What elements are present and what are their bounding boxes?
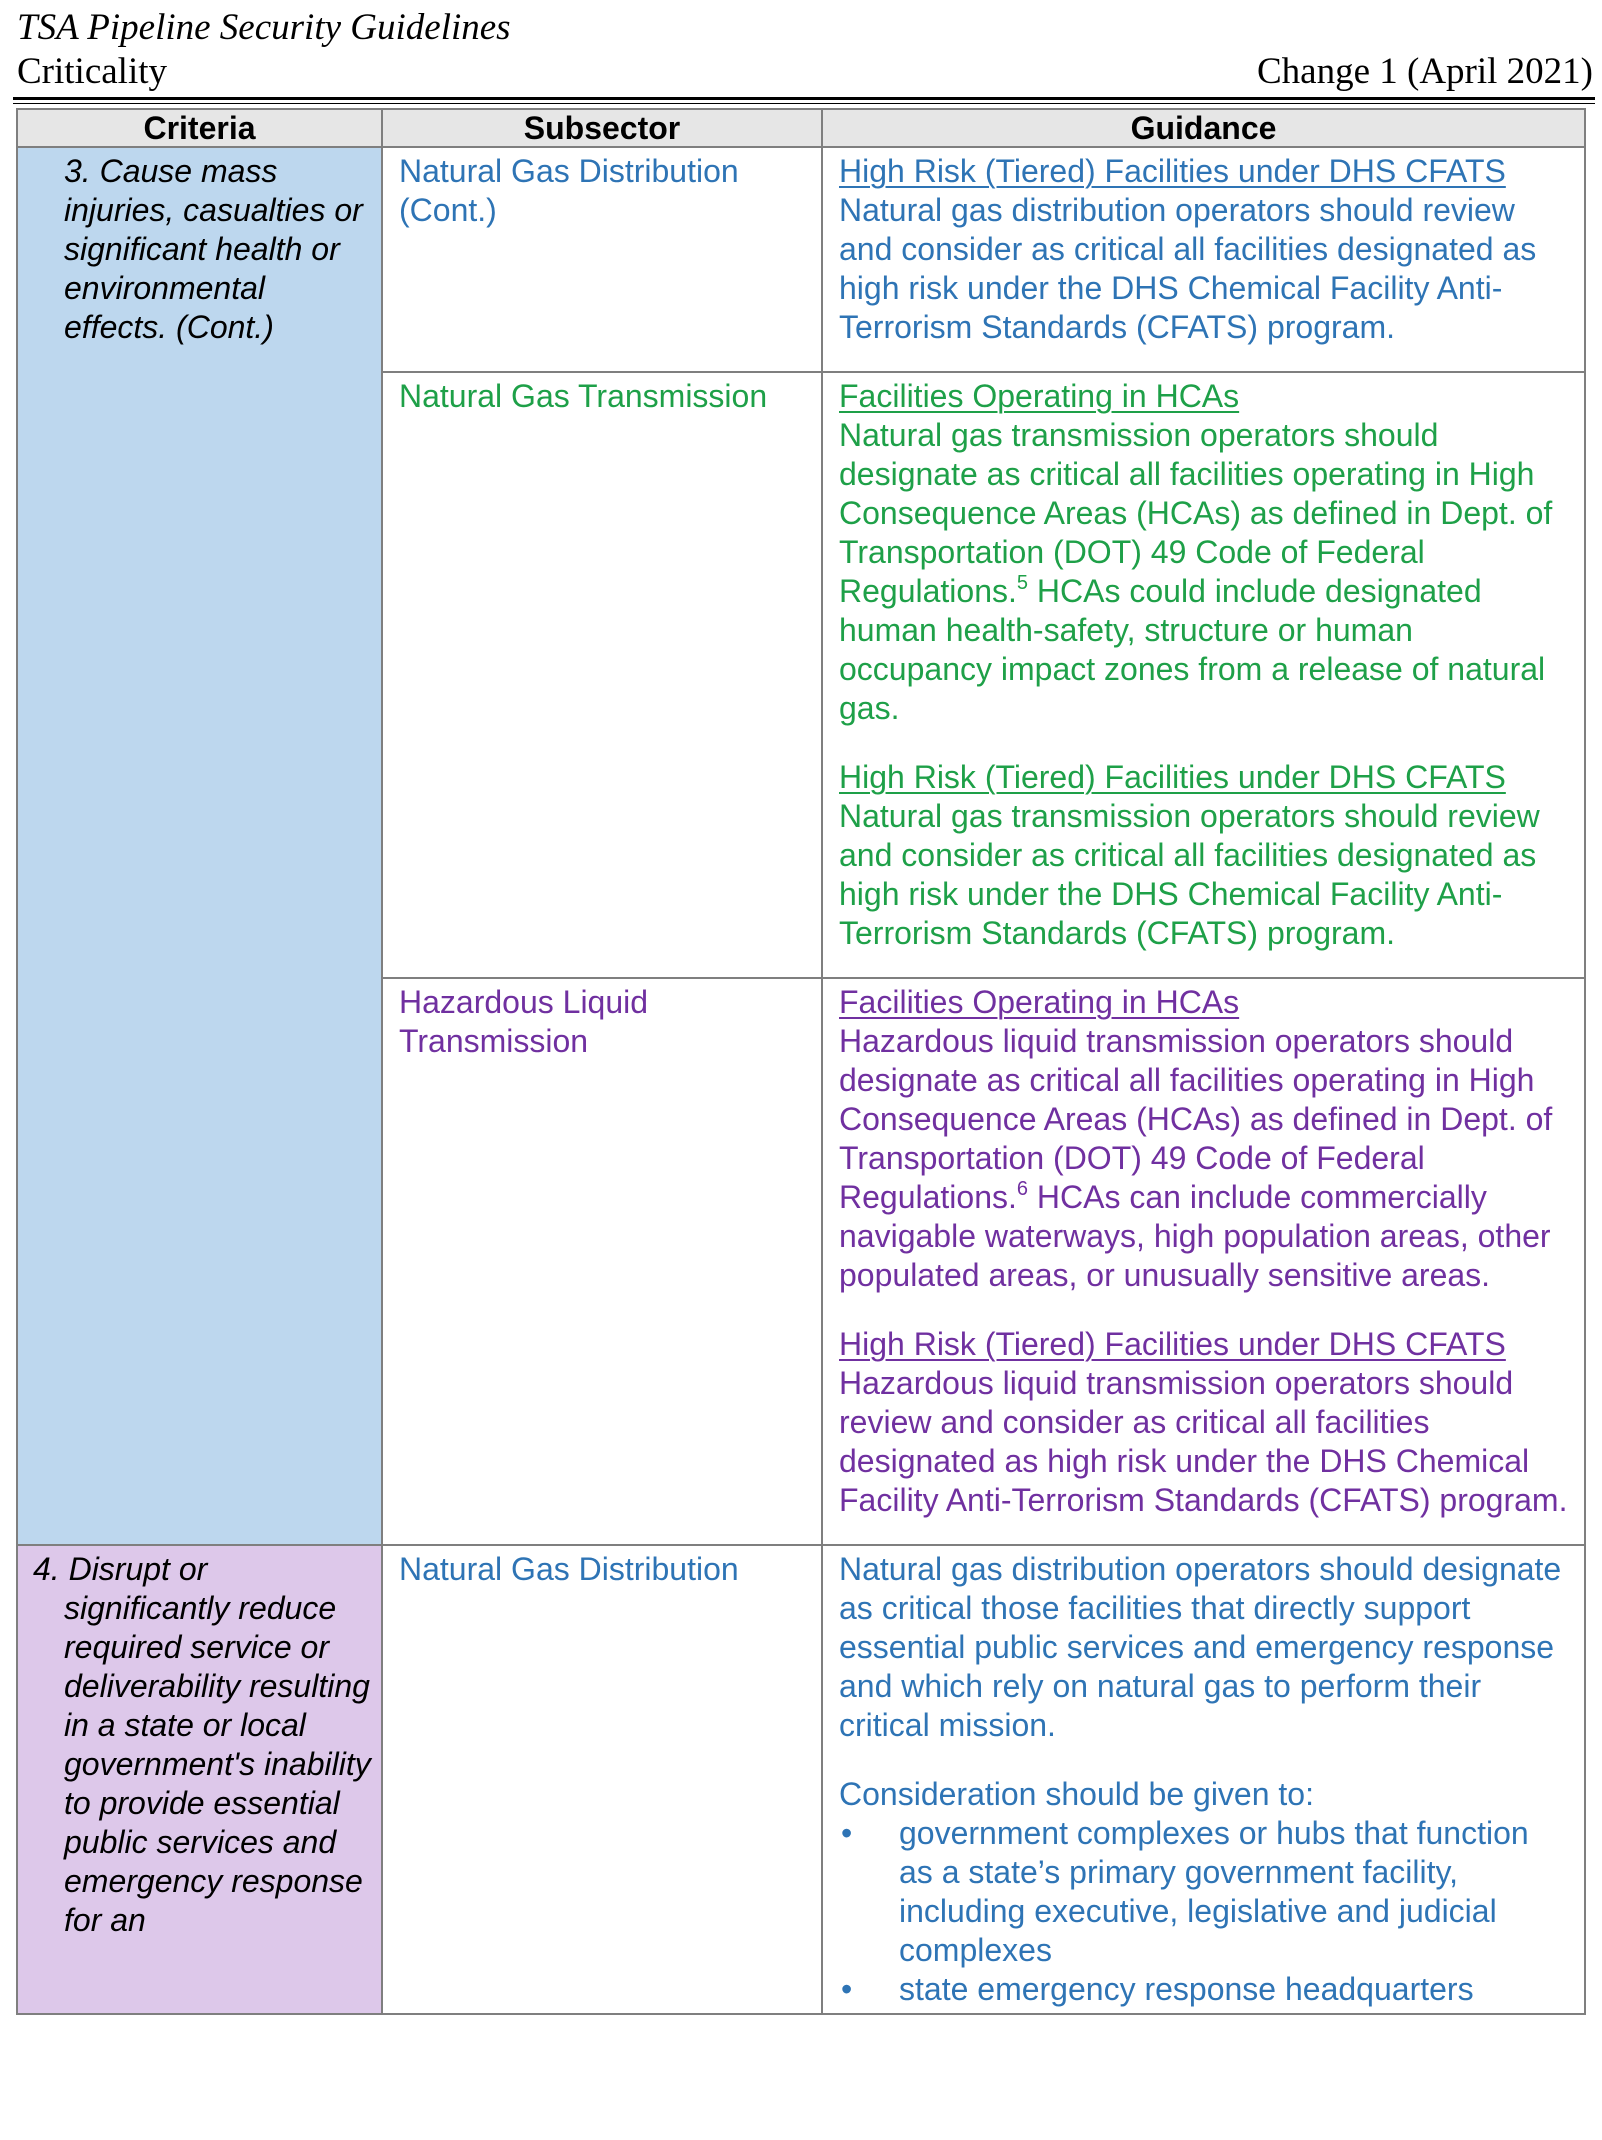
subsector-label: Natural Gas Distribution (Cont.)	[399, 153, 739, 228]
table-header-row	[17, 109, 1585, 147]
guidance-body-continued: HCAs could include designated human health-safety, structure or human occupancy impact zones from a release of natural gas.	[839, 573, 1546, 726]
guidance-intro: Natural gas distribution operators should designate as critical those facilities that directly support essential public services and emergency response and which rely on natural gas to perform their critical mission.	[839, 1551, 1562, 1743]
table-row	[17, 1545, 1585, 2014]
guidance-heading: High Risk (Tiered) Facilities under DHS CFATS	[839, 1326, 1506, 1362]
guidance-body-text: Hazardous liquid transmission operators should designate as critical all facilities operating in High Consequence Areas (HCAs) as defined in Dept. of Transportation (DOT) 49 Code of Federal Regulations.	[839, 1023, 1553, 1215]
criticality-table	[16, 108, 1586, 2015]
consideration-list	[839, 1814, 1568, 2009]
guidance-cell	[822, 1545, 1585, 2014]
list-item-text: state emergency response headquarters	[899, 1971, 1474, 2007]
guidance-cell	[822, 147, 1585, 372]
subsector-cell	[382, 1545, 822, 2014]
guidance-body: Natural gas distribution operators should review and consider as critical all facilities designated as high risk under the DHS Chemical Facility Anti-Terrorism Standards (CFATS) program.	[839, 192, 1537, 345]
subsector-label: Natural Gas Distribution	[399, 1551, 739, 1587]
consideration-label: Consideration should be given to:	[839, 1776, 1314, 1812]
column-header-subsector: Subsector	[382, 109, 822, 147]
guidance-body	[839, 1022, 1568, 1295]
guidance-body-continued: HCAs can include commercially navigable waterways, high population areas, other populated areas, or unusually sensitive areas.	[839, 1179, 1551, 1293]
criteria-cell-3	[17, 147, 382, 1545]
section-name: Criticality	[17, 51, 168, 92]
bullet-marker: •	[841, 1815, 853, 1851]
guidance-heading: High Risk (Tiered) Facilities under DHS CFATS	[839, 153, 1506, 189]
document-title: TSA Pipeline Security Guidelines	[17, 7, 511, 48]
guidance-section	[839, 758, 1568, 953]
guidance-body: Hazardous liquid transmission operators should review and consider as critical all facilities designated as high risk under the DHS Chemical Facility Anti-Terrorism Standards (CFATS) program.	[839, 1365, 1568, 1518]
guidance-body-text: Natural gas transmission operators should designate as critical all facilities operating in High Consequence Areas (HCAs) as defined in Dept. of Transportation (DOT) 49 Code of Federal Regulations.	[839, 417, 1553, 609]
subsector-label: Hazardous Liquid Transmission	[399, 984, 649, 1059]
footnote-marker: 5	[1016, 572, 1029, 594]
header-rule	[13, 97, 1595, 104]
guidance-section	[839, 377, 1568, 728]
guidance-body: Natural gas transmission operators should review and consider as critical all facilities designated as high risk under the DHS Chemical Facility Anti-Terrorism Standards (CFATS) program.	[839, 798, 1540, 951]
criteria-cell-4	[17, 1545, 382, 2014]
table-row	[17, 147, 1585, 372]
column-header-guidance: Guidance	[822, 109, 1585, 147]
consideration-block	[839, 1775, 1568, 2009]
subsector-cell	[382, 372, 822, 978]
guidance-section	[839, 983, 1568, 1295]
guidance-heading: Facilities Operating in HCAs	[839, 378, 1240, 414]
guidance-heading: High Risk (Tiered) Facilities under DHS CFATS	[839, 759, 1506, 795]
guidance-cell	[822, 372, 1585, 978]
footnote-marker: 6	[1016, 1178, 1029, 1200]
guidance-body	[839, 416, 1568, 728]
criteria-text: 4. Disrupt or significantly reduce required service or deliverability resulting in a state or local government's inability to provide essential public services and emergency response for an	[33, 1551, 371, 1938]
criteria-text: 3. Cause mass injuries, casualties or significant health or environmental effects. (Cont.)	[64, 153, 363, 345]
subsector-label: Natural Gas Transmission	[399, 378, 768, 414]
guidance-section	[839, 1325, 1568, 1520]
list-item	[839, 1814, 1568, 1970]
column-header-criteria: Criteria	[17, 109, 382, 147]
change-label: Change 1 (April 2021)	[1256, 51, 1593, 92]
subsector-cell	[382, 147, 822, 372]
list-item-text: government complexes or hubs that function as a state’s primary government facility, including executive, legislative and judicial complexes	[899, 1815, 1529, 1968]
guidance-heading: Facilities Operating in HCAs	[839, 984, 1240, 1020]
page-header	[17, 6, 1593, 96]
list-item	[839, 1970, 1568, 2009]
guidance-cell	[822, 978, 1585, 1545]
header-row	[17, 50, 1593, 96]
guidance-section	[839, 152, 1568, 347]
bullet-marker: •	[841, 1971, 853, 2007]
subsector-cell	[382, 978, 822, 1545]
